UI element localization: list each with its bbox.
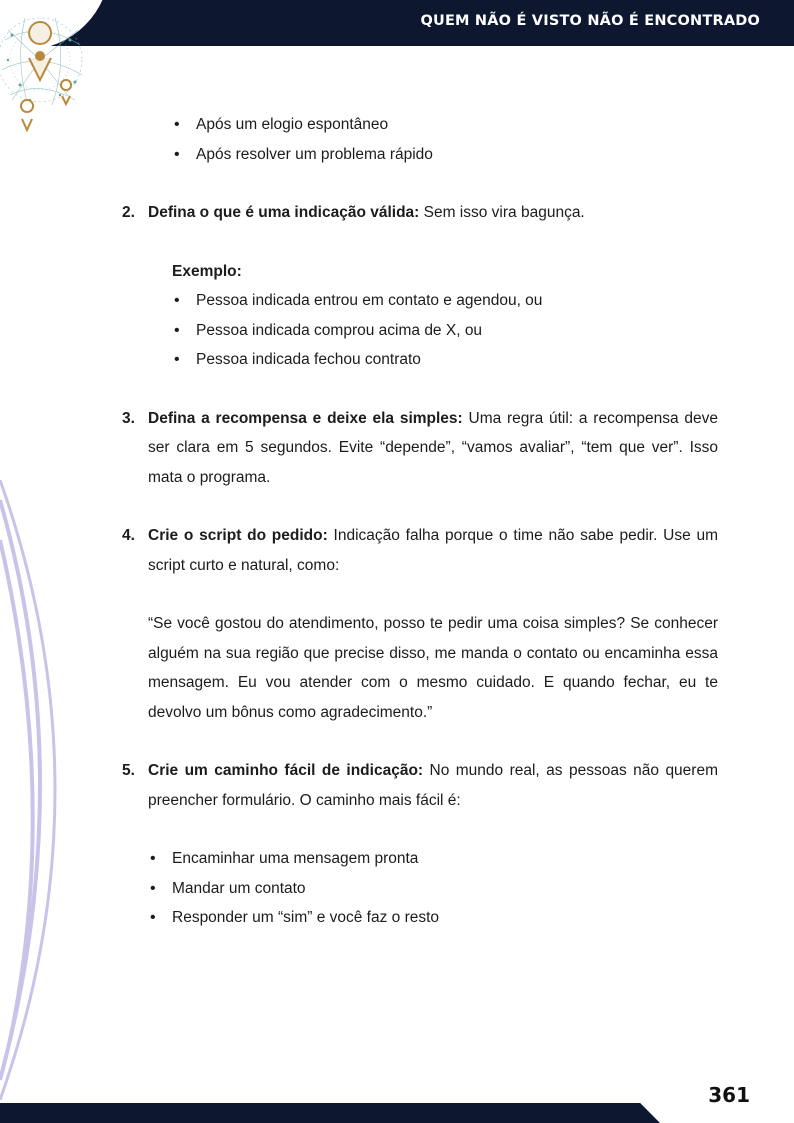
- item-lead: Crie um caminho fácil de indicação:: [148, 762, 424, 779]
- list-item: • Encaminhar uma mensagem pronta: [148, 844, 718, 874]
- list-item: • Após um elogio espontâneo: [172, 110, 718, 140]
- list-item: • Após resolver um problema rápido: [172, 140, 718, 170]
- item-number: 4.: [122, 527, 135, 544]
- item-number: 5.: [122, 762, 135, 779]
- example-label: Exemplo:: [172, 262, 242, 280]
- globe-logo-icon: [0, 0, 110, 140]
- footer-bar: [0, 1103, 660, 1123]
- page-content: [122, 110, 718, 933]
- item-text: Sem isso vira bagunça.: [419, 204, 585, 221]
- item-lead: Crie o script do pedido:: [148, 527, 328, 544]
- running-header: QUEM NÃO É VISTO NÃO É ENCONTRADO: [420, 13, 760, 29]
- item-lead: Defina a recompensa e deixe ela simples:: [148, 409, 463, 427]
- path-bullet-list: [148, 844, 718, 933]
- item-lead: Defina o que é uma indicação válida:: [148, 204, 420, 221]
- item-text: No mundo real, as pessoas não querem preencher formulário. O caminho mais fácil é:: [148, 762, 718, 809]
- page-number: 361: [708, 1083, 750, 1107]
- item-text: Indicação falha porque o time não sabe pedir. Use um script curto e natural, como:: [148, 527, 719, 574]
- script-quote: “Se você gostou do atendimento, posso te pedir uma coisa simples? Se conhecer alguém na sua região que precise disso, me manda o contato ou encaminha essa mensagem. Eu vou atender com o mesmo cuidado. E quando fechar, eu te devolvo um bônus como agradecimento.”: [148, 615, 718, 721]
- item-text: Uma regra útil: a recompensa deve ser clara em 5 segundos. Evite “depende”, “vamos avaliar”, “tem que ver”. Isso mata o programa.: [148, 409, 718, 486]
- item-number: 3.: [122, 409, 135, 427]
- list-item: • Mandar um contato: [148, 874, 718, 904]
- list-item: • Pessoa indicada comprou acima de X, ou: [172, 316, 718, 346]
- item-number: 2.: [122, 204, 135, 221]
- list-item: • Responder um “sim” e você faz o resto: [148, 903, 718, 933]
- numbered-item-5: [122, 756, 718, 815]
- intro-bullet-list: [172, 110, 718, 169]
- decorative-arcs: [0, 480, 110, 1100]
- list-item: • Pessoa indicada fechou contrato: [172, 345, 718, 375]
- example-bullet-list: [172, 286, 718, 375]
- list-item: • Pessoa indicada entrou em contato e agendou, ou: [172, 286, 718, 316]
- numbered-item-3: [122, 404, 718, 493]
- numbered-item-4: [122, 521, 718, 580]
- numbered-item-2: [122, 198, 718, 228]
